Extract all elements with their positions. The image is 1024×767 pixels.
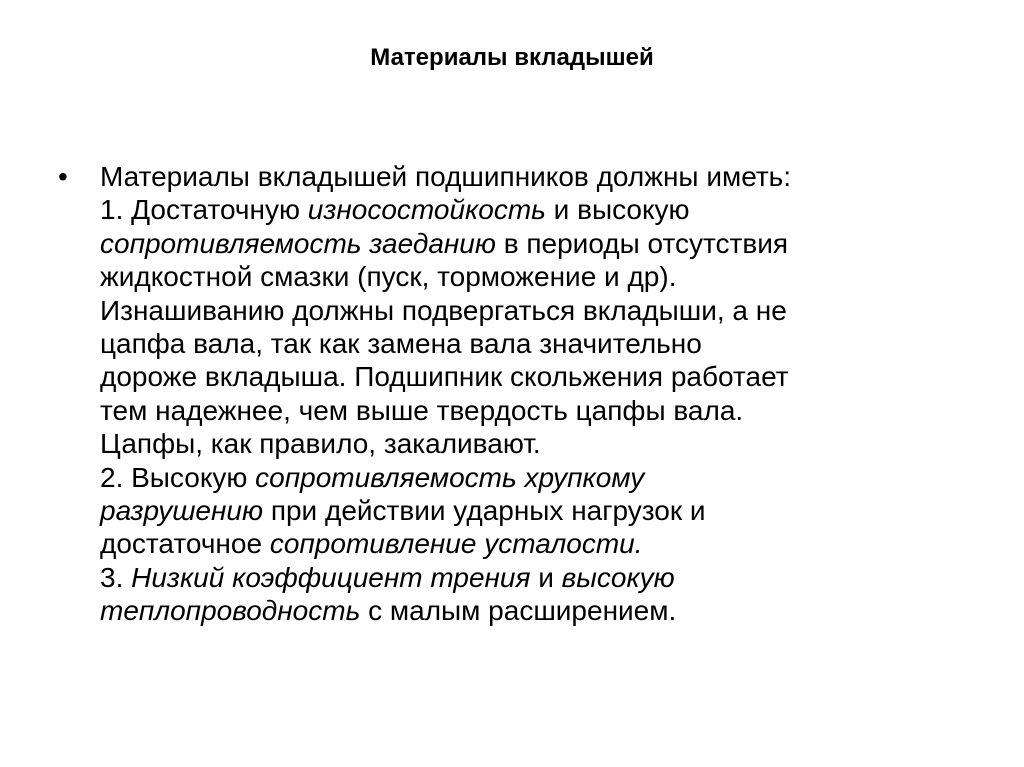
text-line xyxy=(100,527,980,560)
text-run: дороже вкладыша. Подшипник скольжения работает xyxy=(100,361,789,393)
text-run: с малым расширением. xyxy=(360,595,677,627)
text-line xyxy=(100,260,980,293)
italic-text-run: Низкий коэффициент трения xyxy=(131,561,531,593)
text-line xyxy=(100,594,980,627)
text-line xyxy=(100,360,980,393)
text-run: 2. Высокую xyxy=(100,461,256,493)
italic-text-run: разрушению xyxy=(100,495,264,527)
text-run: достаточное xyxy=(100,528,270,560)
italic-text-run: высокую xyxy=(561,561,675,593)
text-line xyxy=(100,494,980,527)
italic-text-run: сопротивляемость хрупкому xyxy=(255,461,645,493)
text-line xyxy=(100,394,980,427)
text-run: жидкостной смазки (пуск, торможение и др). xyxy=(100,261,677,293)
text-run: при действии ударных нагрузок и xyxy=(263,495,706,527)
text-line xyxy=(100,327,980,360)
text-line xyxy=(100,561,980,594)
text-run: Цапфы, как правило, закаливают. xyxy=(100,428,541,460)
text-run: 1. Достаточную xyxy=(100,194,308,226)
text-line xyxy=(100,160,980,193)
italic-text-run: теплопроводность xyxy=(100,595,361,627)
text-line xyxy=(100,427,980,460)
text-run: в периоды отсутствия xyxy=(495,227,788,259)
text-run: 3. xyxy=(100,561,132,593)
text-line xyxy=(100,294,980,327)
text-run: Изнашиванию должны подвергаться вкладыши, а не xyxy=(100,294,787,326)
text-run: и xyxy=(530,561,562,593)
slide-title: Материалы вкладышей xyxy=(370,44,654,71)
text-line xyxy=(100,461,980,494)
text-line xyxy=(100,193,980,226)
text-run: цапфа вала, так как замена вала значительно xyxy=(100,328,702,360)
italic-text-run: сопротивляемость заеданию xyxy=(100,227,496,259)
italic-text-run: сопротивление усталости. xyxy=(269,528,643,560)
text-run: и высокую xyxy=(545,194,690,226)
text-line xyxy=(100,227,980,260)
italic-text-run: износостойкость xyxy=(307,194,546,226)
text-run: Материалы вкладышей подшипников должны иметь: xyxy=(100,161,792,192)
text-run: тем надежнее, чем выше твердость цапфы вала. xyxy=(100,394,744,426)
bullet-paragraph xyxy=(100,160,980,628)
bullet-marker: • xyxy=(58,161,68,192)
